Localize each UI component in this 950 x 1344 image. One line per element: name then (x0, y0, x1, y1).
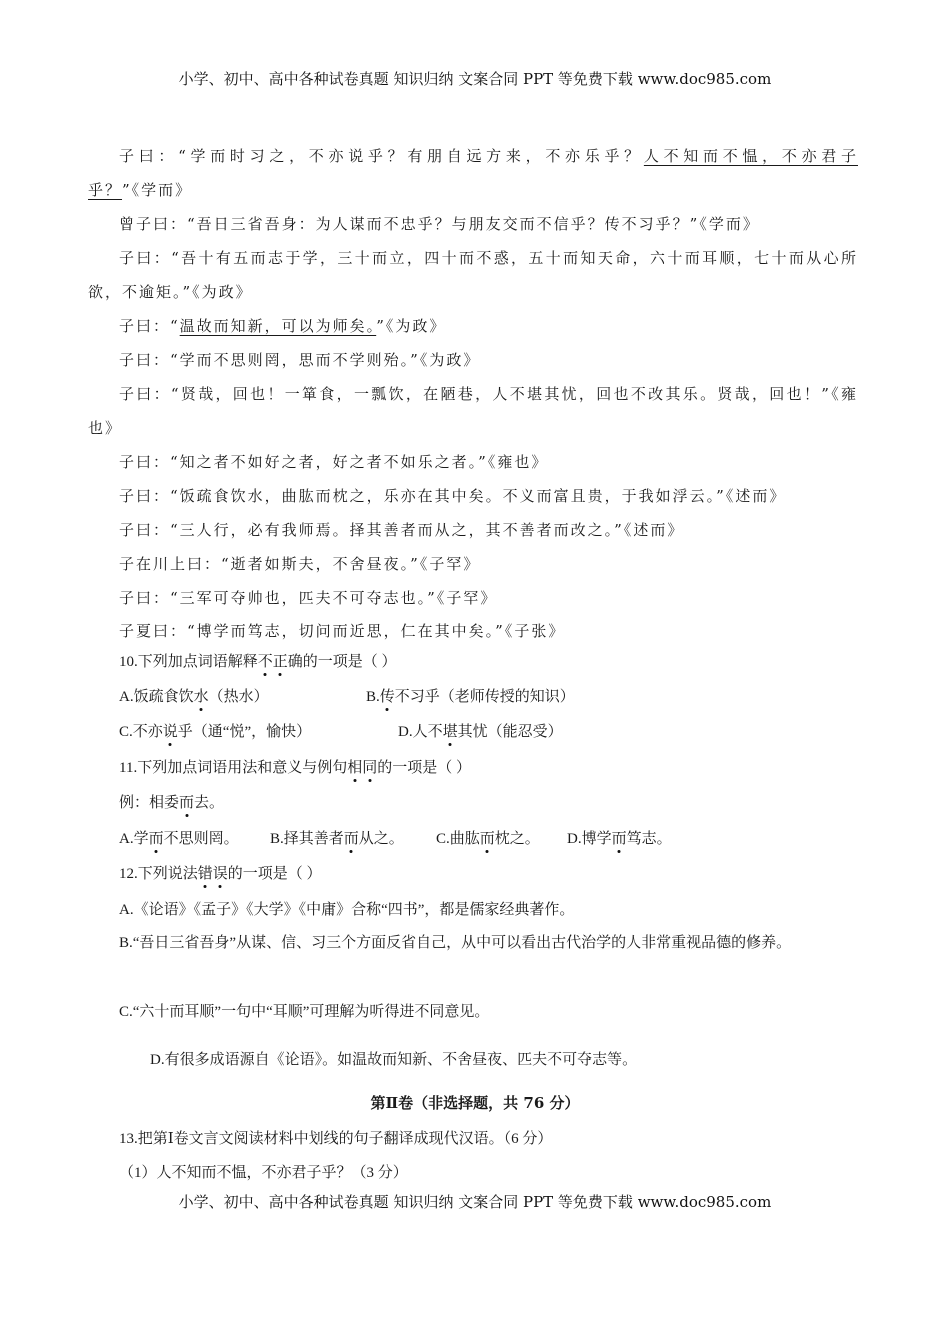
passage-text: ”《学而》 (122, 181, 193, 199)
passage-text: 子曰：“学而时习之，不亦说乎？有朋自远方来，不亦乐乎？ (119, 147, 644, 165)
passage-paragraph-4 (88, 309, 858, 343)
question-11-example: 例：相委而去。 (119, 791, 224, 812)
question-13-stem: 13.把第Ⅰ卷文言文阅读材料中划线的句子翻译成现代汉语。（6 分） (119, 1131, 553, 1147)
passage-paragraph-9: 子曰：“三人行，必有我师焉。择其善者而从之，其不善者而改之。”《述而》 (119, 521, 685, 539)
underlined-sentence-1: 人不知而不愠，不亦君子乎？ (88, 147, 858, 199)
passage-paragraph-6: 子曰：“贤哉，回也！一箪食，一瓢饮，在陋巷，人不堪其忧，回也不改其乐。贤哉，回也！”《雍也》 (88, 385, 858, 437)
passage-paragraph-12: 子夏曰：“博学而笃志，切问而近思，仁在其中矣。”《子张》 (119, 622, 566, 640)
passage-paragraph-2: 曾子曰：“吾日三省吾身：为人谋而不忠乎？与朋友交而不信乎？传不习乎？”《学而》 (119, 215, 760, 233)
passage-paragraph-8: 子曰：“饭疏食饮水，曲肱而枕之，乐亦在其中矣。不义而富且贵，于我如浮云。”《述而》 (119, 487, 787, 505)
passage-paragraph-3: 子曰：“吾十有五而志于学，三十而立，四十而不惑，五十而知天命，六十而耳顺，七十而从心所欲，不逾矩。”《为政》 (88, 249, 858, 301)
passage-paragraph-7: 子曰：“知之者不如好之者，好之者不如乐之者。”《雍也》 (119, 453, 549, 471)
question-10-option-c[interactable]: C.不亦说乎（通“悦”，愉快） (119, 720, 311, 741)
passage-paragraph-1 (88, 139, 858, 207)
question-12-option-a[interactable]: A.《论语》《孟子》《大学》《中庸》合称“四书”，都是儒家经典著作。 (119, 902, 575, 918)
question-10-option-a[interactable]: A.饭疏食饮水（热水） (119, 685, 269, 706)
passage-paragraph-5: 子曰：“学而不思则罔，思而不学则殆。”《为政》 (119, 351, 481, 369)
question-11-option-a[interactable]: A.学而不思则罔。 (119, 827, 239, 848)
underlined-sentence-2: 温故而知新，可以为师矣。 (179, 317, 377, 335)
section-2-title: 第Ⅱ卷（非选择题，共 76 分） (370, 1094, 580, 1112)
question-12-option-c[interactable]: C.“六十而耳顺”一句中“耳顺”可理解为听得进不同意见。 (119, 1004, 490, 1020)
question-10-option-d[interactable]: D.人不堪其忧（能忍受） (398, 720, 563, 741)
question-12-option-b[interactable]: B.“吾日三省吾身”从谋、信、习三个方面反省自己，从中可以看出古代治学的人非常重视品德的修养。 (119, 935, 792, 951)
passage-text: 子曰：“ (119, 317, 180, 335)
question-11-option-d[interactable]: D.博学而笃志。 (567, 827, 672, 848)
question-10-stem: 10.下列加点词语解释不正确的一项是（ ） (119, 650, 397, 671)
question-13-sub-1: （1）人不知而不愠，不亦君子乎？（3 分） (119, 1165, 408, 1181)
passage-text: ”《为政》 (376, 317, 447, 335)
question-10-option-b[interactable]: B.传不习乎（老师传授的知识） (366, 685, 575, 706)
question-11-option-c[interactable]: C.曲肱而枕之。 (436, 827, 540, 848)
question-11-stem: 11.下列加点词语用法和意义与例句相同的一项是（ ） (119, 756, 471, 777)
question-12-stem: 12.下列说法错误的一项是（ ） (119, 862, 322, 883)
passage-paragraph-11: 子曰：“三军可夺帅也，匹夫不可夺志也。”《子罕》 (119, 589, 498, 607)
passage-paragraph-10: 子在川上曰：“逝者如斯夫，不舍昼夜。”《子罕》 (119, 555, 481, 573)
question-12-option-d[interactable]: D.有很多成语源自《论语》。如温故而知新、不舍昼夜、匹夫不可夺志等。 (150, 1052, 638, 1068)
page-header: 小学、初中、高中各种试卷真题 知识归纳 文案合同 PPT 等免费下载 www.doc985.com (178, 70, 772, 88)
question-11-option-b[interactable]: B.择其善者而从之。 (270, 827, 404, 848)
page-footer: 小学、初中、高中各种试卷真题 知识归纳 文案合同 PPT 等免费下载 www.doc985.com (178, 1193, 772, 1211)
